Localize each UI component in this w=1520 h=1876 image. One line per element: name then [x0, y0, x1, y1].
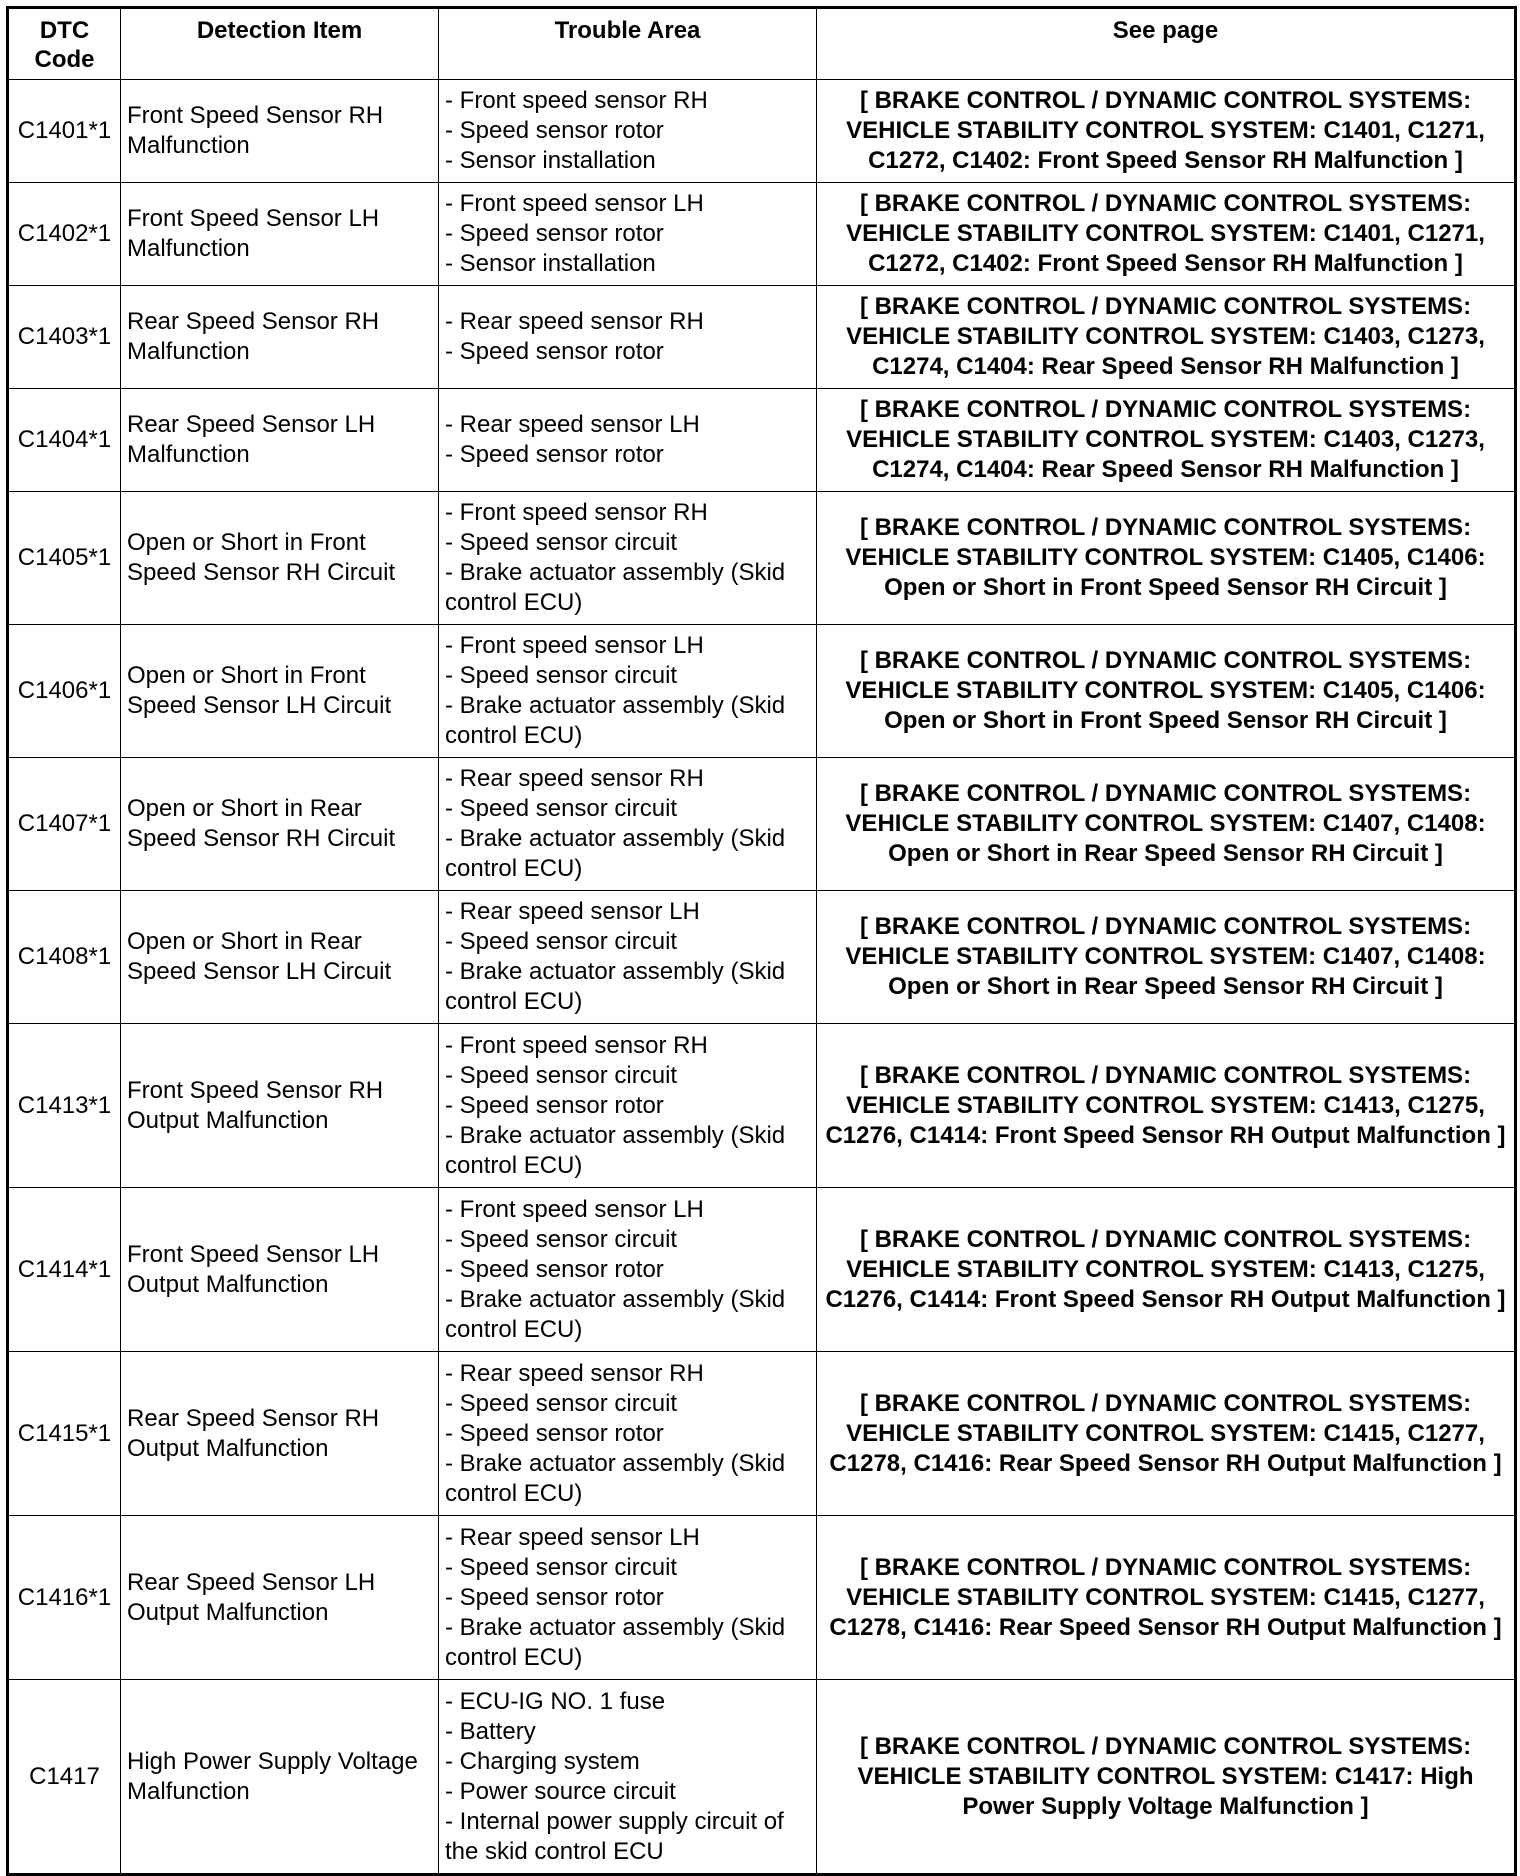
trouble-area-item: - Rear speed sensor RH: [445, 1359, 704, 1387]
dtc-code-cell: C1406*1: [8, 625, 121, 758]
trouble-area-item: - ECU-IG NO. 1 fuse: [445, 1687, 666, 1715]
dtc-code-cell: C1416*1: [8, 1516, 121, 1680]
detection-item-cell: Open or Short in Rear Speed Sensor LH Circuit: [121, 891, 439, 1024]
trouble-area-item: - Speed sensor circuit: [445, 1225, 678, 1253]
trouble-area-item: - Brake actuator assembly (Skid control ECU): [445, 958, 786, 1015]
header-dtc-code: DTC Code: [8, 8, 121, 80]
see-page-link[interactable]: [ BRAKE CONTROL / DYNAMIC CONTROL SYSTEMS: VEHICLE STABILITY CONTROL SYSTEM: C1403, C1273, C1274, C1404: Rear Speed Sensor RH Malfunction ]: [817, 286, 1516, 389]
trouble-area-item: - Speed sensor circuit: [445, 1061, 678, 1089]
trouble-area-item: - Front speed sensor RH: [445, 499, 708, 526]
trouble-area-cell: [439, 891, 817, 1024]
table-row: [8, 758, 1516, 891]
trouble-area-item: - Sensor installation: [445, 147, 656, 174]
detection-item-cell: Rear Speed Sensor LH Output Malfunction: [121, 1516, 439, 1680]
trouble-area-cell: [439, 625, 817, 758]
trouble-area-cell: [439, 286, 817, 389]
detection-item-cell: Rear Speed Sensor RH Malfunction: [121, 286, 439, 389]
trouble-area-cell: [439, 1352, 817, 1516]
trouble-area-item: - Speed sensor circuit: [445, 928, 678, 955]
trouble-area-item: - Front speed sensor RH: [445, 1031, 708, 1059]
trouble-area-item: - Brake actuator assembly (Skid control ECU): [445, 1285, 786, 1343]
see-page-link[interactable]: [ BRAKE CONTROL / DYNAMIC CONTROL SYSTEMS: VEHICLE STABILITY CONTROL SYSTEM: C1413, C1275, C1276, C1414: Front Speed Sensor RH Output Malfunction ]: [817, 1024, 1516, 1188]
see-page-link[interactable]: [ BRAKE CONTROL / DYNAMIC CONTROL SYSTEMS: VEHICLE STABILITY CONTROL SYSTEM: C1415, C1277, C1278, C1416: Rear Speed Sensor RH Output Malfunction ]: [817, 1516, 1516, 1680]
table-row: [8, 1352, 1516, 1516]
trouble-area-item: - Speed sensor circuit: [445, 1553, 678, 1581]
trouble-area-item: - Speed sensor rotor: [445, 1419, 664, 1447]
header-trouble-area: Trouble Area: [439, 8, 817, 80]
trouble-area-item: - Speed sensor circuit: [445, 795, 678, 822]
dtc-code-cell: C1417: [8, 1680, 121, 1875]
dtc-table: [6, 6, 1517, 1876]
trouble-area-cell: [439, 183, 817, 286]
detection-item-cell: Rear Speed Sensor RH Output Malfunction: [121, 1352, 439, 1516]
trouble-area-item: - Brake actuator assembly (Skid control ECU): [445, 1613, 786, 1671]
detection-item-cell: Open or Short in Rear Speed Sensor RH Circuit: [121, 758, 439, 891]
table-row: [8, 1680, 1516, 1875]
detection-item-cell: Open or Short in Front Speed Sensor LH Circuit: [121, 625, 439, 758]
detection-item-cell: Front Speed Sensor RH Malfunction: [121, 80, 439, 183]
trouble-area-cell: [439, 1516, 817, 1680]
trouble-area-item: - Speed sensor rotor: [445, 1255, 664, 1283]
trouble-area-item: - Front speed sensor LH: [445, 190, 704, 217]
trouble-area-item: - Internal power supply circuit of the skid control ECU: [445, 1807, 784, 1865]
trouble-area-item: - Brake actuator assembly (Skid control ECU): [445, 1121, 786, 1179]
dtc-code-cell: C1403*1: [8, 286, 121, 389]
dtc-code-cell: C1402*1: [8, 183, 121, 286]
trouble-area-item: - Brake actuator assembly (Skid control ECU): [445, 692, 786, 749]
see-page-link[interactable]: [ BRAKE CONTROL / DYNAMIC CONTROL SYSTEMS: VEHICLE STABILITY CONTROL SYSTEM: C1413, C1275, C1276, C1414: Front Speed Sensor RH Output Malfunction ]: [817, 1188, 1516, 1352]
table-row: [8, 625, 1516, 758]
see-page-link[interactable]: [ BRAKE CONTROL / DYNAMIC CONTROL SYSTEMS: VEHICLE STABILITY CONTROL SYSTEM: C1407, C1408: Open or Short in Rear Speed Sensor RH Circuit ]: [817, 891, 1516, 1024]
table-row: [8, 891, 1516, 1024]
trouble-area-item: - Brake actuator assembly (Skid control ECU): [445, 559, 786, 616]
trouble-area-cell: [439, 758, 817, 891]
detection-item-cell: High Power Supply Voltage Malfunction: [121, 1680, 439, 1875]
trouble-area-item: - Front speed sensor LH: [445, 632, 704, 659]
dtc-code-cell: C1415*1: [8, 1352, 121, 1516]
dtc-code-cell: C1413*1: [8, 1024, 121, 1188]
trouble-area-item: - Rear speed sensor LH: [445, 898, 700, 925]
trouble-area-item: - Battery: [445, 1717, 536, 1745]
dtc-code-cell: C1404*1: [8, 389, 121, 492]
trouble-area-item: - Front speed sensor RH: [445, 87, 708, 114]
see-page-link[interactable]: [ BRAKE CONTROL / DYNAMIC CONTROL SYSTEMS: VEHICLE STABILITY CONTROL SYSTEM: C1405, C1406: Open or Short in Front Speed Sensor RH Circuit ]: [817, 625, 1516, 758]
trouble-area-item: - Speed sensor rotor: [445, 117, 664, 144]
trouble-area-item: - Speed sensor circuit: [445, 529, 678, 556]
trouble-area-item: - Speed sensor rotor: [445, 441, 664, 468]
table-row: [8, 286, 1516, 389]
table-row: [8, 492, 1516, 625]
trouble-area-item: - Rear speed sensor RH: [445, 765, 704, 792]
trouble-area-item: - Sensor installation: [445, 250, 656, 277]
trouble-area-item: - Brake actuator assembly (Skid control ECU): [445, 825, 786, 882]
detection-item-cell: Front Speed Sensor LH Output Malfunction: [121, 1188, 439, 1352]
trouble-area-item: - Rear speed sensor LH: [445, 1523, 700, 1551]
trouble-area-cell: [439, 389, 817, 492]
trouble-area-item: - Power source circuit: [445, 1777, 676, 1805]
trouble-area-cell: [439, 1024, 817, 1188]
trouble-area-item: - Rear speed sensor RH: [445, 308, 704, 335]
dtc-code-cell: C1401*1: [8, 80, 121, 183]
trouble-area-cell: [439, 1680, 817, 1875]
header-see-page: See page: [817, 8, 1516, 80]
trouble-area-item: - Speed sensor rotor: [445, 220, 664, 247]
table-row: [8, 80, 1516, 183]
trouble-area-item: - Charging system: [445, 1747, 640, 1775]
table-row: [8, 1024, 1516, 1188]
table-row: [8, 1188, 1516, 1352]
trouble-area-item: - Speed sensor circuit: [445, 662, 678, 689]
detection-item-cell: Front Speed Sensor RH Output Malfunction: [121, 1024, 439, 1188]
header-detection-item: Detection Item: [121, 8, 439, 80]
trouble-area-cell: [439, 492, 817, 625]
see-page-link[interactable]: [ BRAKE CONTROL / DYNAMIC CONTROL SYSTEMS: VEHICLE STABILITY CONTROL SYSTEM: C1403, C1273, C1274, C1404: Rear Speed Sensor RH Malfunction ]: [817, 389, 1516, 492]
trouble-area-cell: [439, 1188, 817, 1352]
table-row: [8, 1516, 1516, 1680]
detection-item-cell: Open or Short in Front Speed Sensor RH Circuit: [121, 492, 439, 625]
see-page-link[interactable]: [ BRAKE CONTROL / DYNAMIC CONTROL SYSTEMS: VEHICLE STABILITY CONTROL SYSTEM: C1401, C1271, C1272, C1402: Front Speed Sensor RH Malfunction ]: [817, 183, 1516, 286]
see-page-link[interactable]: [ BRAKE CONTROL / DYNAMIC CONTROL SYSTEMS: VEHICLE STABILITY CONTROL SYSTEM: C1401, C1271, C1272, C1402: Front Speed Sensor RH Malfunction ]: [817, 80, 1516, 183]
trouble-area-item: - Speed sensor circuit: [445, 1389, 678, 1417]
see-page-link[interactable]: [ BRAKE CONTROL / DYNAMIC CONTROL SYSTEMS: VEHICLE STABILITY CONTROL SYSTEM: C1405, C1406: Open or Short in Front Speed Sensor RH Circuit ]: [817, 492, 1516, 625]
dtc-code-cell: C1407*1: [8, 758, 121, 891]
trouble-area-item: - Speed sensor rotor: [445, 1583, 664, 1611]
table-row: [8, 183, 1516, 286]
trouble-area-item: - Speed sensor rotor: [445, 338, 664, 365]
dtc-code-cell: C1414*1: [8, 1188, 121, 1352]
header-row: [8, 8, 1516, 80]
trouble-area-item: - Speed sensor rotor: [445, 1091, 664, 1119]
trouble-area-cell: [439, 80, 817, 183]
trouble-area-item: - Front speed sensor LH: [445, 1195, 704, 1223]
table-body: [8, 80, 1516, 1875]
dtc-code-cell: C1405*1: [8, 492, 121, 625]
trouble-area-item: - Brake actuator assembly (Skid control ECU): [445, 1449, 786, 1507]
see-page-link[interactable]: [ BRAKE CONTROL / DYNAMIC CONTROL SYSTEMS: VEHICLE STABILITY CONTROL SYSTEM: C1415, C1277, C1278, C1416: Rear Speed Sensor RH Output Malfunction ]: [817, 1352, 1516, 1516]
detection-item-cell: Rear Speed Sensor LH Malfunction: [121, 389, 439, 492]
see-page-link[interactable]: [ BRAKE CONTROL / DYNAMIC CONTROL SYSTEMS: VEHICLE STABILITY CONTROL SYSTEM: C1407, C1408: Open or Short in Rear Speed Sensor RH Circuit ]: [817, 758, 1516, 891]
trouble-area-item: - Rear speed sensor LH: [445, 411, 700, 438]
dtc-code-cell: C1408*1: [8, 891, 121, 1024]
detection-item-cell: Front Speed Sensor LH Malfunction: [121, 183, 439, 286]
see-page-link[interactable]: [ BRAKE CONTROL / DYNAMIC CONTROL SYSTEMS: VEHICLE STABILITY CONTROL SYSTEM: C1417: High Power Supply Voltage Malfunction ]: [817, 1680, 1516, 1875]
table-row: [8, 389, 1516, 492]
